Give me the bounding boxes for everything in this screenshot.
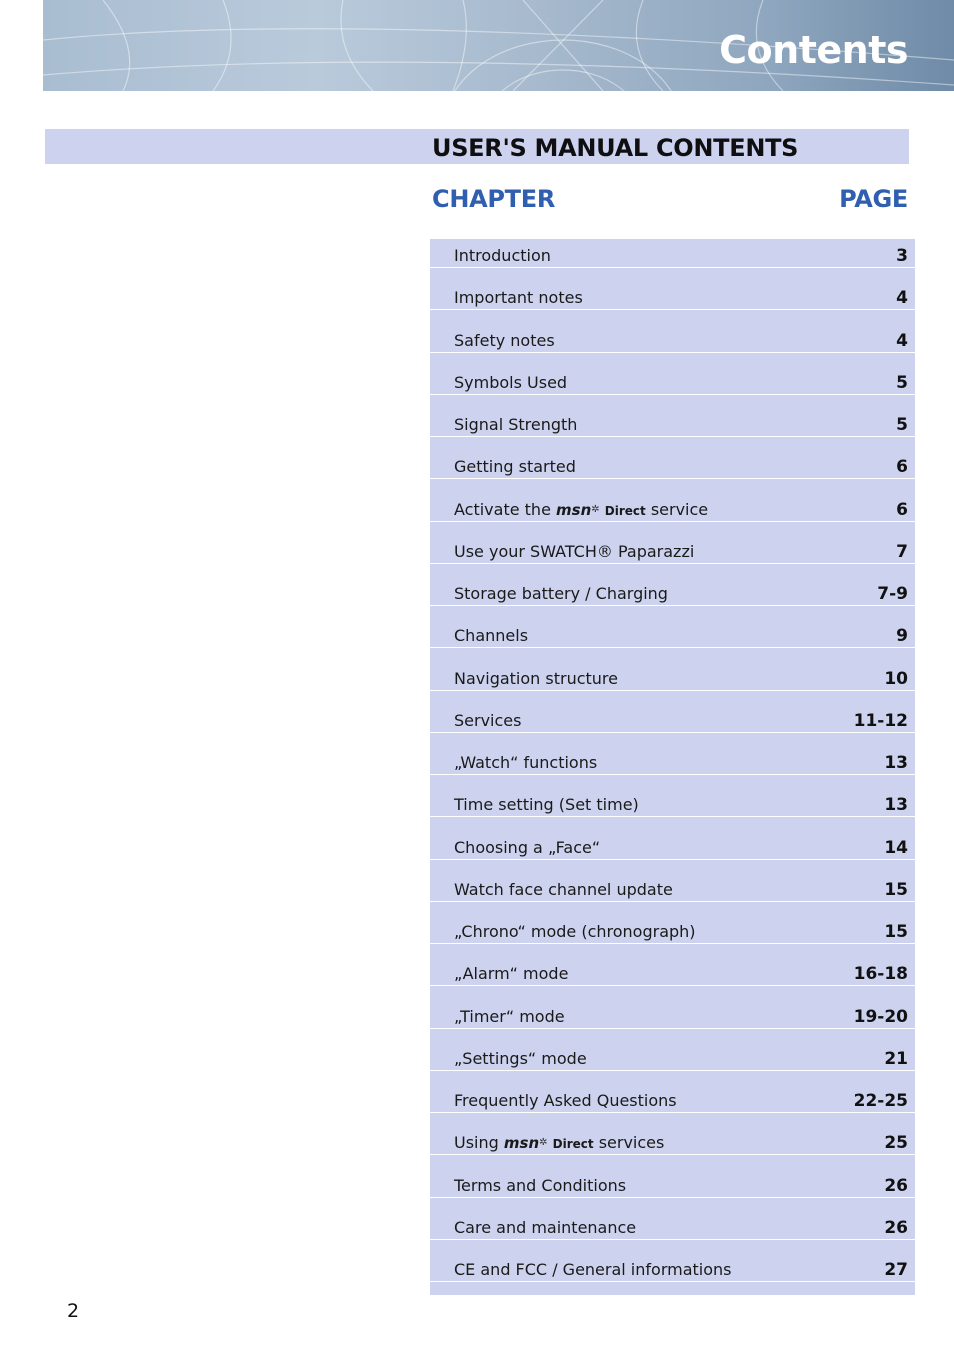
toc-row[interactable] [430,372,915,395]
manual-contents-heading: USER'S MANUAL CONTENTS [432,134,799,162]
toc-row-title [454,921,696,943]
banner-title: Contents [719,28,908,72]
toc-row-title [454,499,708,522]
toc-title-text: Safety notes [454,330,555,350]
toc-row-page: 4 [896,288,908,309]
toc-title-text: Channels [454,626,529,646]
toc-row-title [454,330,555,352]
toc-row-title [454,963,568,985]
toc-title-text: Getting started [454,457,576,477]
toc-row[interactable] [430,1048,915,1071]
toc-row-page: 7-9 [877,584,908,604]
toc-row[interactable] [430,710,915,733]
toc-row[interactable] [430,245,915,268]
toc-title-text: Watch face channel update [454,879,673,899]
toc-title-suffix: service [650,499,709,519]
toc-row-title [454,456,576,478]
toc-row-title [454,710,521,732]
toc-row[interactable] [430,1132,915,1155]
toc-row[interactable] [430,1217,915,1240]
toc-row-title [454,1006,565,1028]
toc-row-page: 26 [884,1217,908,1238]
toc-row-page: 25 [884,1133,908,1154]
toc-row-page: 15 [884,879,908,900]
table-of-contents [430,239,915,1295]
toc-row-page: 7 [896,541,908,562]
toc-row-page: 16-18 [853,964,908,985]
toc-row[interactable] [430,583,915,606]
toc-row-page: 5 [896,415,908,435]
toc-row[interactable] [430,499,915,522]
toc-row-title [454,414,577,436]
toc-row[interactable] [430,1090,915,1113]
toc-row-title [454,1048,587,1070]
butterfly-icon: ✲ [591,503,600,515]
page-number: 2 [67,1300,80,1322]
toc-row[interactable] [430,1175,915,1198]
toc-row-title [454,668,618,690]
toc-row-page: 27 [884,1260,908,1280]
page-column-header: PAGE [839,185,908,213]
toc-title-text: Symbols Used [454,372,568,392]
toc-row-page: 15 [884,922,908,942]
toc-title-text: „Alarm“ mode [454,964,569,984]
toc-row-title [454,1132,664,1155]
toc-title-text: Choosing a „Face“ [454,837,601,857]
toc-title-text: Services [454,710,522,730]
toc-title-text: Introduction [454,246,551,265]
toc-row-page: 6 [896,499,908,520]
toc-row-page: 22-25 [853,1091,908,1111]
toc-row-title [454,752,597,774]
toc-row-title [454,879,673,901]
toc-row[interactable] [430,414,915,437]
toc-row-page: 4 [896,330,908,351]
toc-row-title [454,1217,636,1239]
toc-row-page: 11-12 [853,710,908,731]
toc-row-title [454,583,668,605]
toc-row[interactable] [430,456,915,479]
toc-row[interactable] [430,752,915,775]
toc-row-page: 14 [884,837,908,858]
butterfly-icon: ✲ [539,1137,548,1149]
toc-row-title [454,287,583,309]
toc-title-text: Using [454,1133,499,1153]
toc-row[interactable] [430,837,915,860]
toc-title-text: Activate the [454,499,551,519]
toc-row-page: 13 [884,795,908,816]
chapter-column-header: CHAPTER [432,185,556,213]
toc-title-text: „Settings“ mode [454,1048,587,1068]
toc-row-page: 26 [884,1175,908,1196]
toc-title-text: „Timer“ mode [454,1006,565,1026]
toc-row-title [454,541,694,563]
toc-row-page: 3 [896,246,908,266]
toc-title-text: Time setting (Set time) [454,795,639,815]
toc-title-text: „Chrono“ mode (chronograph) [454,922,696,941]
toc-row-page: 19-20 [853,1006,908,1027]
toc-title-text: Frequently Asked Questions [454,1091,677,1110]
toc-title-text: Terms and Conditions [454,1175,627,1195]
toc-row-title [454,1175,626,1197]
toc-title-text: Storage battery / Charging [454,584,668,603]
toc-row-title [454,837,600,859]
direct-logo-text: Direct [604,503,646,518]
toc-title-text: Important notes [454,288,583,308]
toc-row-title [454,372,567,394]
toc-title-text: CE and FCC / General informations [454,1260,732,1279]
toc-title-text: Use your SWATCH® Paparazzi [454,541,695,561]
msn-logo: msn [556,500,592,519]
toc-row-page: 5 [896,372,908,393]
direct-logo-text: Direct [552,1137,594,1152]
toc-title-text: Care and maintenance [454,1217,637,1237]
toc-row-page: 9 [896,626,908,647]
toc-row-title [454,794,639,816]
toc-row-title [454,1090,677,1112]
toc-row-title [454,245,551,267]
toc-row-page: 10 [884,668,908,689]
toc-row[interactable] [430,879,915,902]
toc-row[interactable] [430,1259,915,1282]
toc-row[interactable] [430,330,915,353]
toc-row[interactable] [430,794,915,817]
toc-row[interactable] [430,541,915,564]
toc-row-page: 6 [896,457,908,478]
toc-title-suffix: services [598,1133,665,1153]
toc-row[interactable] [430,963,915,986]
toc-title-text: Navigation structure [454,668,618,688]
toc-title-text: „Watch“ functions [454,753,598,772]
toc-title-text: Signal Strength [454,415,578,434]
toc-row[interactable] [430,921,915,944]
header-banner [43,0,954,91]
toc-row-title [454,1259,731,1281]
toc-row[interactable] [430,1006,915,1029]
toc-row[interactable] [430,625,915,648]
toc-row[interactable] [430,287,915,310]
toc-row[interactable] [430,668,915,691]
toc-row-page: 13 [884,753,908,773]
toc-row-title [454,625,528,647]
msn-logo: msn [503,1134,540,1153]
toc-row-page: 21 [884,1048,908,1069]
